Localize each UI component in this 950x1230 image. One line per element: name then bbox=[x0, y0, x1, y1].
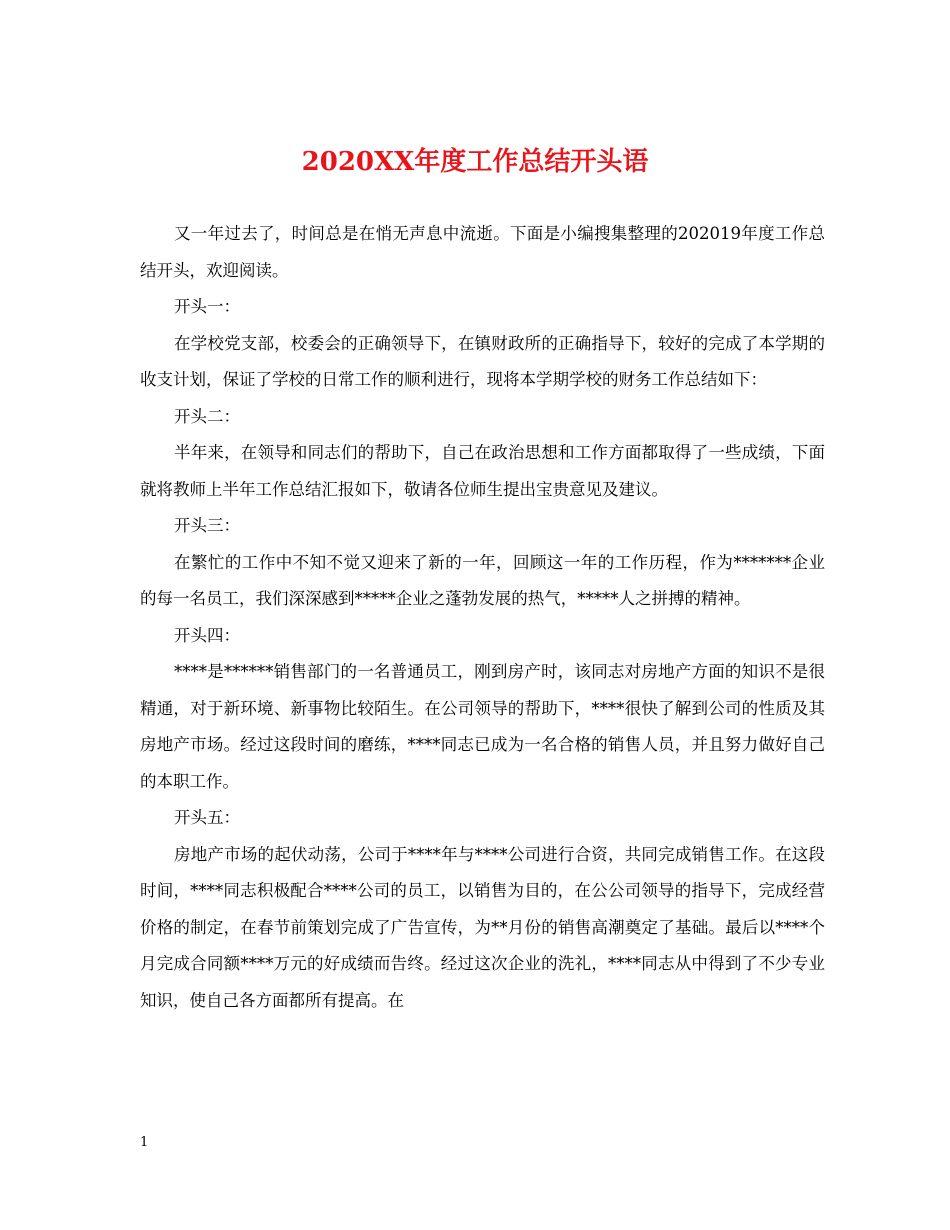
section-text-4: ****是******销售部门的一名普通员工，刚到房产时，该同志对房地产方面的知识不是很精通，对于新环境、新事物比较陌生。在公司领导的帮助下，****很快了解到公司的性质及其房地产市场。经过这段时间的磨练，****同志已成为一名合格的销售人员，并且努力做好自己的本职工作。 bbox=[140, 662, 825, 791]
section-text-1: 在学校党支部，校委会的正确领导下，在镇财政所的正确指导下，较好的完成了本学期的收支计划，保证了学校的日常工作的顺利进行，现将本学期学校的财务工作总结如下： bbox=[140, 333, 825, 389]
section-heading-1: 开头一： bbox=[174, 297, 240, 316]
intro-paragraph: 又一年过去了，时间总是在悄无声息中流逝。下面是小编搜集整理的202019年度工作总结开头，欢迎阅读。 bbox=[140, 224, 825, 280]
section-text-5: 房地产市场的起伏动荡，公司于****年与****公司进行合资，共同完成销售工作。在这段时间，****同志积极配合****公司的员工，以销售为目的，在公公司领导的指导下，完成经营价格的制定，在春节前策划完成了广告宣传，为**月份的销售高潮奠定了基础。最后以****个月完成合同额****万元的好成绩而告终。经过这次企业的洗礼，****同志从中得到了不少专业知识，使自己各方面都所有提高。在 bbox=[140, 844, 825, 1010]
section-heading-3: 开头三： bbox=[174, 516, 240, 535]
section-heading-2: 开头二： bbox=[174, 406, 240, 426]
section-text-3: 在繁忙的工作中不知不觉又迎来了新的一年，回顾这一年的工作历程，作为*******企业的每一名员工，我们深深感到*****企业之蓬勃发展的热气，*****人之拼搏的精神。 bbox=[140, 552, 825, 608]
document-title: 2020XX年度工作总结开头语 bbox=[301, 147, 649, 177]
document-body bbox=[140, 216, 825, 1019]
section-heading-4: 开头四： bbox=[174, 625, 240, 645]
section-text-2: 半年来，在领导和同志们的帮助下，自己在政治思想和工作方面都取得了一些成绩，下面就将教师上半年工作总结汇报如下，敬请各位师生提出宝贵意见及建议。 bbox=[140, 443, 825, 499]
page-number: 1 bbox=[140, 1135, 149, 1150]
section-heading-5: 开头五： bbox=[174, 808, 240, 827]
